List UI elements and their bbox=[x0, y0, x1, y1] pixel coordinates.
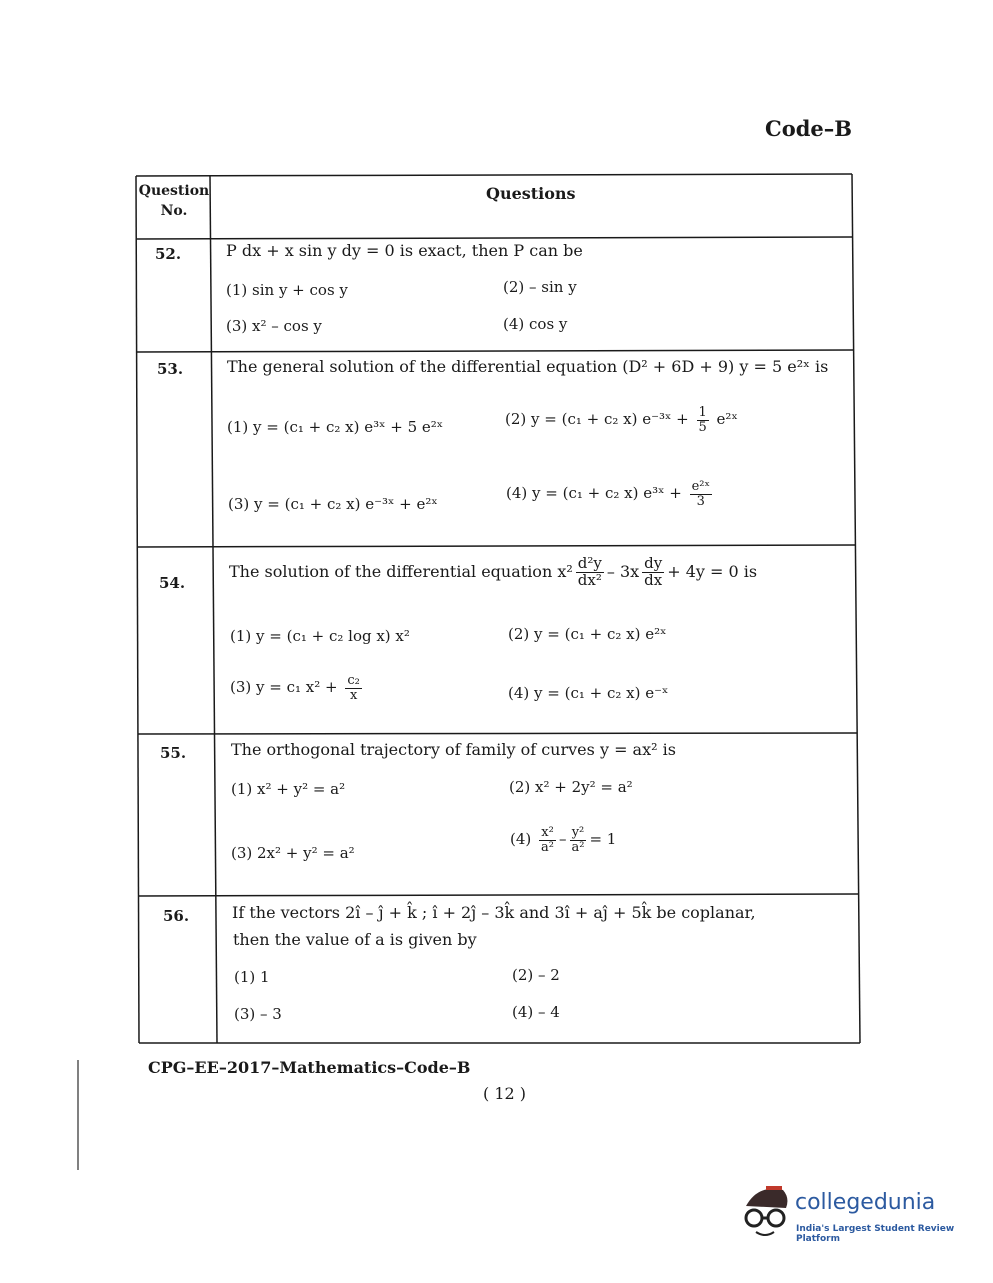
option: (2) – sin y bbox=[503, 278, 577, 296]
code-label: Code–B bbox=[765, 116, 853, 141]
fraction-num: e²ˣ bbox=[691, 479, 711, 494]
fraction-num: y² bbox=[570, 826, 587, 841]
fraction-den: 5 bbox=[698, 419, 707, 435]
fraction-den: a² bbox=[541, 839, 554, 855]
question-text: The orthogonal trajectory of family of curves y = ax² is bbox=[231, 740, 676, 759]
fraction-den: 3 bbox=[696, 493, 705, 509]
fraction bbox=[345, 674, 362, 702]
option: (1) y = (c₁ + c₂ x) e³ˣ + 5 e²ˣ bbox=[227, 418, 444, 436]
option: (2) y = (c₁ + c₂ x) e²ˣ bbox=[508, 625, 667, 643]
question-number: 52. bbox=[155, 245, 182, 263]
option-text: (2) y = (c₁ + c₂ x) e⁻³ˣ + bbox=[505, 410, 694, 429]
logo-name: collegedunia bbox=[795, 1190, 936, 1215]
fraction bbox=[642, 556, 664, 589]
page-number: ( 12 ) bbox=[483, 1084, 527, 1103]
fraction-den: x bbox=[349, 687, 358, 703]
header-questions: Questions bbox=[486, 184, 576, 203]
logo-tagline: India's Largest Student Review Platform bbox=[796, 1224, 955, 1244]
option-tail: e²ˣ bbox=[711, 410, 738, 429]
option-text: (3) y = c₁ x² + bbox=[230, 678, 343, 697]
option bbox=[505, 406, 738, 434]
fraction bbox=[697, 406, 709, 434]
option: (1) x² + y² = a² bbox=[231, 780, 346, 798]
option-text: (4) y = (c₁ + c₂ x) e³ˣ + bbox=[506, 484, 687, 503]
option: (4) $\frac{\text{x²}}{\text{a²}}$ – $\frac{\text{y²}}{\text{a²}}$ = 1 bbox=[510, 825, 617, 855]
question-text: P dx + x sin y dy = 0 is exact, then P can be bbox=[226, 241, 583, 260]
footer-label: CPG–EE–2017–Mathematics–Code–B bbox=[148, 1058, 471, 1077]
question-number: 55. bbox=[160, 744, 187, 762]
option: (4) y = (c₁ + c₂ x) e⁻ˣ bbox=[508, 684, 669, 702]
option: (4) – 4 bbox=[512, 1003, 560, 1021]
option: (1) sin y + cos y bbox=[226, 281, 348, 299]
fraction-num: 1 bbox=[698, 405, 707, 420]
option: (3) y = (c₁ + c₂ x) e⁻³ˣ + e²ˣ bbox=[228, 495, 438, 513]
question-text-part: The solution of the differential equation x² bbox=[229, 561, 573, 581]
margin-line bbox=[76, 1060, 80, 1170]
option-tail: = 1 bbox=[589, 830, 617, 849]
option: (2) x² + 2y² = a² bbox=[509, 778, 633, 796]
question-text: The general solution of the differential equation (D² + 6D + 9) y = 5 e²ˣ is bbox=[227, 357, 829, 376]
option: (1) 1 bbox=[234, 968, 270, 986]
fraction bbox=[690, 480, 712, 508]
header-question-no: Question No. bbox=[138, 183, 210, 219]
option: (3) x² – cos y bbox=[226, 317, 322, 335]
question-text-part: + 4y = 0 is bbox=[667, 561, 758, 581]
question-text: then the value of a is given by bbox=[233, 930, 477, 949]
question-text-part: – 3x bbox=[606, 561, 640, 581]
fraction-den: a² bbox=[571, 839, 585, 855]
question-number: 53. bbox=[157, 360, 184, 378]
option-text: (4) bbox=[510, 830, 532, 849]
option: (1) y = (c₁ + c₂ log x) x² bbox=[230, 627, 410, 645]
fraction bbox=[539, 826, 556, 854]
option: (4) cos y bbox=[503, 315, 568, 333]
question-number: 56. bbox=[163, 907, 190, 925]
option: (2) – 2 bbox=[512, 966, 560, 984]
fraction-den: dx bbox=[644, 570, 663, 589]
fraction-num: dy bbox=[644, 554, 663, 572]
option bbox=[230, 674, 365, 702]
fraction-num: x² bbox=[539, 826, 556, 841]
option: (3) – 3 bbox=[234, 1005, 282, 1023]
question-number: 54. bbox=[159, 574, 186, 592]
question-text bbox=[229, 556, 757, 589]
fraction-num: c₂ bbox=[347, 673, 360, 688]
option bbox=[506, 480, 715, 508]
fraction bbox=[576, 556, 604, 589]
question-text: If the vectors 2î – ĵ + k̂ ; î + 2ĵ – 3k̂ and 3î + aĵ + 5k̂ be coplanar, bbox=[232, 903, 756, 922]
fraction-num: d²y bbox=[577, 554, 602, 572]
fraction-den: dx² bbox=[577, 570, 602, 589]
fraction bbox=[570, 826, 587, 854]
option: (3) 2x² + y² = a² bbox=[231, 844, 355, 862]
